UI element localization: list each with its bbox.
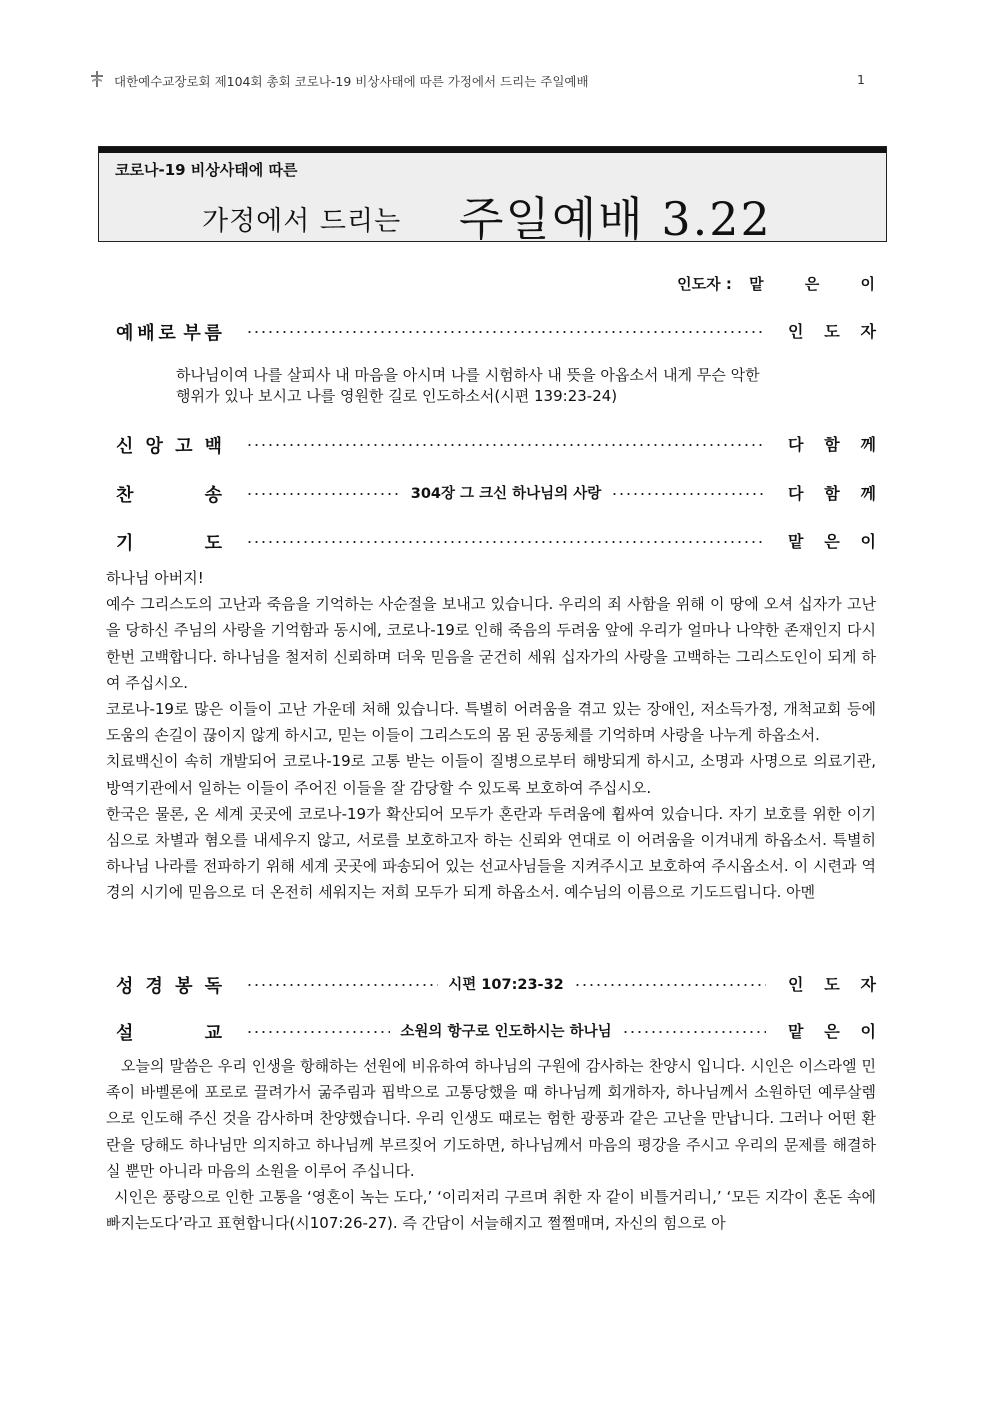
order-row-scripture bbox=[116, 972, 876, 998]
scripture-reference: 시편 107:23-32 bbox=[448, 977, 564, 993]
call-to-worship-line: 하나님이여 나를 살피사 내 마음을 아시며 나를 시험하사 내 뜻을 아옵소서 내게 무슨 악한 bbox=[176, 366, 760, 384]
order-label-char: 봉 bbox=[175, 976, 193, 997]
responder-char: 함 bbox=[824, 435, 840, 454]
responder-char: 인 bbox=[788, 322, 804, 341]
dot-leader bbox=[246, 537, 766, 547]
responder-char: 맡 bbox=[788, 532, 804, 551]
sermon-paragraph: 오늘의 말씀은 우리 인생을 항해하는 선원에 비유하여 하나님의 구원에 감사하는 찬양시 입니다. 시인은 이스라엘 민족이 바벨론에 포로로 끌려가서 굶주림과 핍박으로 고통당했을 때 하나님께 회개하자, 하나님께서 소원하던 예루살렘으로 인도해 주신 것을 감사하며 찬양했습니다. 우리 인생도 때로는 험한 광풍과 같은 고난을 만납니다. 그러나 어떤 환란을 당해도 하나님만 의지하고 하나님께 부르짖어 기도하면, 하나님께서 마음의 평강을 주시고 우리의 문제를 해결하실 뿐만 아니라 마음의 소원을 이루어 주십니다. bbox=[106, 1057, 876, 1180]
title-big: 주일예배 3.22 bbox=[459, 192, 772, 246]
order-label-char: 경 bbox=[145, 976, 163, 997]
order-label-char: 예 bbox=[116, 323, 134, 344]
responder-char: 다 bbox=[788, 435, 804, 454]
order-row-hymn bbox=[116, 481, 876, 507]
order-label-char: 도 bbox=[204, 533, 222, 554]
dot-leader bbox=[246, 486, 766, 502]
order-label-char: 신 bbox=[116, 436, 134, 457]
order-label bbox=[116, 481, 222, 507]
sermon-title: 소원의 항구로 인도하시는 하나님 bbox=[400, 1024, 612, 1040]
dot-leader bbox=[246, 440, 766, 450]
responder-char: 이 bbox=[860, 1022, 876, 1041]
order-label bbox=[116, 432, 222, 458]
page-number: 1 bbox=[857, 72, 865, 87]
title-top-bar bbox=[99, 147, 886, 153]
order-label-char: 백 bbox=[204, 436, 222, 457]
order-label-char: 로 bbox=[158, 323, 176, 344]
order-label bbox=[116, 319, 222, 345]
order-responder bbox=[788, 972, 876, 995]
leader-label: 인도자 : bbox=[677, 275, 732, 293]
order-label-char: 고 bbox=[175, 436, 193, 457]
church-cross-icon bbox=[90, 71, 104, 87]
order-label-char: 성 bbox=[116, 976, 134, 997]
order-row-prayer bbox=[116, 529, 876, 555]
order-responder bbox=[788, 1019, 876, 1042]
responder-char: 맡 bbox=[788, 1022, 804, 1041]
responder-char: 인 bbox=[788, 975, 804, 994]
responder-char: 도 bbox=[824, 975, 840, 994]
order-label-char: 름 bbox=[204, 323, 222, 344]
leader-line bbox=[677, 273, 893, 294]
running-header bbox=[90, 70, 865, 92]
responder-char: 다 bbox=[788, 484, 804, 503]
order-row-call-to-worship bbox=[116, 319, 876, 345]
title-small: 가정에서 드리는 bbox=[202, 206, 402, 237]
order-label bbox=[116, 972, 222, 998]
responder-char: 은 bbox=[824, 532, 840, 551]
order-row-creed bbox=[116, 432, 876, 458]
dot-leader bbox=[246, 1024, 766, 1040]
header-text: 대한예수교장로회 제104회 총회 코로나-19 비상사태에 따른 가정에서 드리는 주일예배 bbox=[114, 74, 589, 89]
prayer-text bbox=[106, 565, 876, 906]
order-label bbox=[116, 1019, 222, 1045]
dot-leader bbox=[246, 327, 766, 337]
order-label bbox=[116, 529, 222, 555]
responder-char: 은 bbox=[824, 1022, 840, 1041]
call-to-worship-line: 행위가 있나 보시고 나를 영원한 길로 인도하소서(시편 139:23-24) bbox=[176, 387, 618, 405]
prayer-paragraph: 하나님 아버지! bbox=[106, 569, 204, 587]
responder-char: 이 bbox=[860, 532, 876, 551]
order-label-char: 독 bbox=[204, 976, 222, 997]
call-to-worship-text bbox=[176, 365, 831, 407]
responder-char: 께 bbox=[860, 484, 876, 503]
order-label-char: 교 bbox=[204, 1023, 222, 1044]
title-subtitle: 코로나-19 비상사태에 따른 bbox=[115, 161, 298, 179]
responder-char: 께 bbox=[860, 435, 876, 454]
order-responder bbox=[788, 529, 876, 552]
order-label-char: 설 bbox=[116, 1023, 134, 1044]
sermon-text bbox=[106, 1053, 876, 1236]
responder-char: 자 bbox=[860, 322, 876, 341]
hymn-title: 304장 그 크신 하나님의 사랑 bbox=[410, 486, 602, 502]
order-responder bbox=[788, 319, 876, 342]
responder-char: 자 bbox=[860, 975, 876, 994]
order-label-char: 기 bbox=[116, 533, 134, 554]
prayer-paragraph: 코로나-19로 많은 이들이 고난 가운데 처해 있습니다. 특별히 어려움을 겪고 있는 장애인, 저소득가정, 개척교회 등에 도움의 손길이 끊이지 않게 하시고, 믿는 이들이 그리스도의 몸 된 공동체를 기억하며 사랑을 나누게 하옵소서. bbox=[106, 700, 876, 745]
order-row-sermon bbox=[116, 1019, 876, 1045]
order-label-char: 찬 bbox=[116, 485, 134, 506]
order-responder bbox=[788, 432, 876, 455]
order-label-char: 배 bbox=[137, 323, 155, 344]
leader-name: 맡 은 이 bbox=[749, 275, 893, 293]
prayer-paragraph: 예수 그리스도의 고난과 죽음을 기억하는 사순절을 보내고 있습니다. 우리의 죄 사함을 위해 이 땅에 오셔 십자가 고난을 당하신 주님의 사랑을 기억함과 동시에, 코로나-19로 인해 죽음의 두려움 앞에 우리가 얼마나 나약한 존재인지 다시 한번 고백합니다. 하나님을 철저히 신뢰하며 더욱 믿음을 굳건히 세워 십자가의 사랑을 고백하는 그리스도인이 되게 하여 주십시오. bbox=[106, 595, 876, 692]
responder-char: 함 bbox=[824, 484, 840, 503]
prayer-paragraph: 치료백신이 속히 개발되어 코로나-19로 고통 받는 이들이 질병으로부터 해방되게 하시고, 소명과 사명으로 의료기관, 방역기관에서 일하는 이들이 주어진 이들을 잘 감당할 수 있도록 보호하여 주십시오. bbox=[106, 752, 876, 797]
responder-char: 도 bbox=[824, 322, 840, 341]
order-label-char: 송 bbox=[204, 485, 222, 506]
title-box bbox=[98, 146, 887, 246]
order-responder bbox=[788, 481, 876, 504]
sermon-paragraph: 시인은 풍랑으로 인한 고통을 ‘영혼이 녹는 도다,’ ‘이리저리 구르며 취한 자 같이 비틀거리니,’ ‘모든 지각이 혼돈 속에 빠지는도다’라고 표현합니다(시107:26-27). 즉 간담이 서늘해지고 쩔쩔매며, 자신의 힘으로 아 bbox=[106, 1188, 876, 1233]
prayer-paragraph: 한국은 물론, 온 세계 곳곳에 코로나-19가 확산되어 모두가 혼란과 두려움에 휩싸여 있습니다. 자기 보호를 위한 이기심으로 차별과 혐오를 내세우지 않고, 서로를 보호하고자 하는 신뢰와 연대로 이 어려움을 이겨내게 하옵소서. 특별히 하나님 나라를 전파하기 위해 세계 곳곳에 파송되어 있는 선교사님들을 지켜주시고 보호하여 주시옵소서. 이 시련과 역경의 시기에 믿음으로 더 온전히 세워지는 저희 모두가 되게 하옵소서. 예수님의 이름으로 기도드립니다. 아멘 bbox=[106, 804, 876, 902]
order-label-char: 부 bbox=[183, 323, 201, 344]
order-label-char: 앙 bbox=[145, 436, 163, 457]
dot-leader bbox=[246, 977, 766, 993]
